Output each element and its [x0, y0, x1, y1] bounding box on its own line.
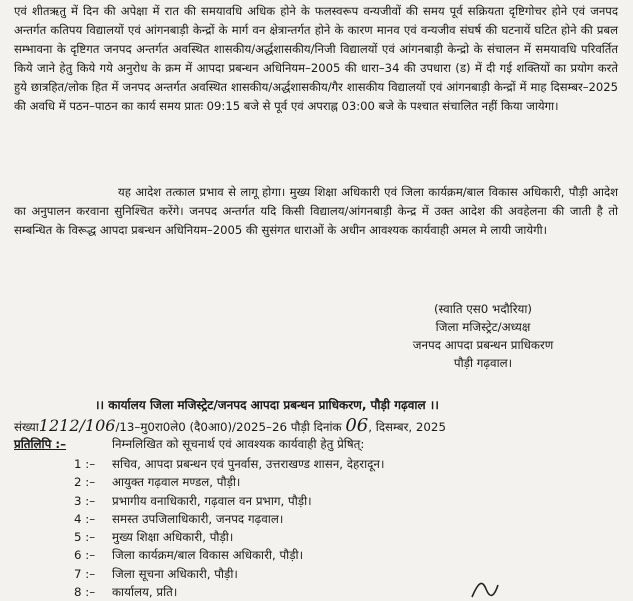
reference-handwritten-day: 06	[345, 415, 369, 436]
copy-label: प्रतिलिपि :–	[14, 437, 67, 451]
reference-code: /13–मु0रा0ले0 (दै0आ0)/2025–26 पौड़ी दिनांक	[115, 420, 342, 434]
list-item: 8 :– कार्यालय, प्रति।	[74, 585, 178, 600]
signatory-name: (स्वाति एस0 भदौरिया)	[433, 302, 533, 316]
reference-prefix: संख्या	[14, 420, 39, 434]
reference-month-year: , दिसम्बर, 2025	[368, 420, 446, 434]
list-item: 1 :– सचिव, आपदा प्रबन्धन एवं पुनर्वास, उत्तराखण्ड शासन, देहरादून।	[74, 457, 385, 471]
office-header: ।। कार्यालय जिला मजिस्ट्रेट/जनपद आपदा प्रबन्धन प्राधिकरण, पौड़ी गढ़वाल ।।	[95, 398, 439, 412]
reference-handwritten-number: 1212/106	[38, 416, 116, 435]
signatory-authority: जनपद आपदा प्रबन्धन प्राधिकरण	[412, 338, 554, 352]
order-paragraph-2: यह आदेश तत्काल प्रभाव से लागू होगा। मुख्य शिक्षा अधिकारी एवं जिला कार्यक्रम/बाल विकास अधिकारी, पौड़ी आदेश का अनुपालन करवाना सुनिश्चित करेंगे। जनपद अन्तर्गत यदि किसी विद्यालय/आंगनबाड़ी केन्द्र में उक्त आदेश की अवहेलना की जाती है तो सम्बन्धित के विरूद्ध आपदा प्रबन्धन अधिनियम–2005 की सुसंगत धाराओं के अधीन आवश्यक कार्यवाही अमल मे लायी जायेगी।	[14, 185, 618, 237]
signature-scribble-icon	[468, 575, 528, 600]
list-item: 2 :– आयुक्त गढ़वाल मण्डल, पौड़ी।	[74, 475, 241, 490]
list-item: 5 :– मुख्य शिक्षा अधिकारी, पौड़ी।	[74, 530, 234, 545]
list-item: 6 :– जिला कार्यक्रम/बाल विकास अधिकारी, पौड़ी।	[74, 548, 304, 563]
order-paragraph-1: एवं शीतऋतु में दिन की अपेक्षा में रात की समयावधि अधिक होने के फलस्वरूप वन्यजीवों की समय पूर्व सक्रियता दृष्टिगोचर होने एवं जनपद अन्तर्गत कतिपय विद्यालयों एवं आंगनबाड़ी केन्द्रों के मार्ग वन क्षेत्रान्तर्गत होने के कारण मानव एवं वन्यजीव संघर्ष की घटनायें घटित होने की प्रबल सम्भावना के दृष्टिगत जनपद अन्तर्गत अवस्थित शासकीय/अर्द्धशासकीय/निजी विद्यालयों एवं आंगनबाड़ी केन्द्रो के संचालन में समयावधि परिवर्तित किये जाने हेतु किये गये अनुरोध के क्रम में आपदा प्रबन्धन अधिनियम–2005 की धारा–34 की उपधारा (ड) में दी गई शक्तियों का प्रयोग करते हुये छात्रहित/लोक हित में जनपद अन्तर्गत अवस्थित शासकीय/अर्द्धशासकीय/गैर शासकीय विद्यालयों एवं आंगनबाड़ी केन्द्रों में माह दिसम्बर–2025 की अवधि में पठन–पाठन का कार्य समय प्रातः 09:15 बजे से पूर्व एवं अपराह्न 03:00 बजे के पश्चात संचालित नहीं किया जायेगा।	[14, 4, 618, 113]
signature-block	[373, 300, 593, 372]
copy-intro: निम्नलिखित को सूचनार्थ एवं आवश्यक कार्यवाही हेतु प्रेषित्:	[112, 437, 365, 451]
signatory-designation: जिला मजिस्ट्रेट/अध्यक्ष	[435, 320, 531, 334]
list-item: 3 :– प्रभागीय वनाधिकारी, गढ़वाल वन प्रभाग, पौड़ी।	[74, 493, 312, 508]
list-item: 7 :– जिला सूचना अधिकारी, पौड़ी।	[74, 566, 238, 581]
list-item: 4 :– समस्त उपजिलाधिकारी, जनपद गढ़वाल।	[74, 511, 284, 526]
signatory-place: पौड़ी गढ़वाल।	[453, 356, 513, 370]
reference-line	[14, 415, 624, 436]
